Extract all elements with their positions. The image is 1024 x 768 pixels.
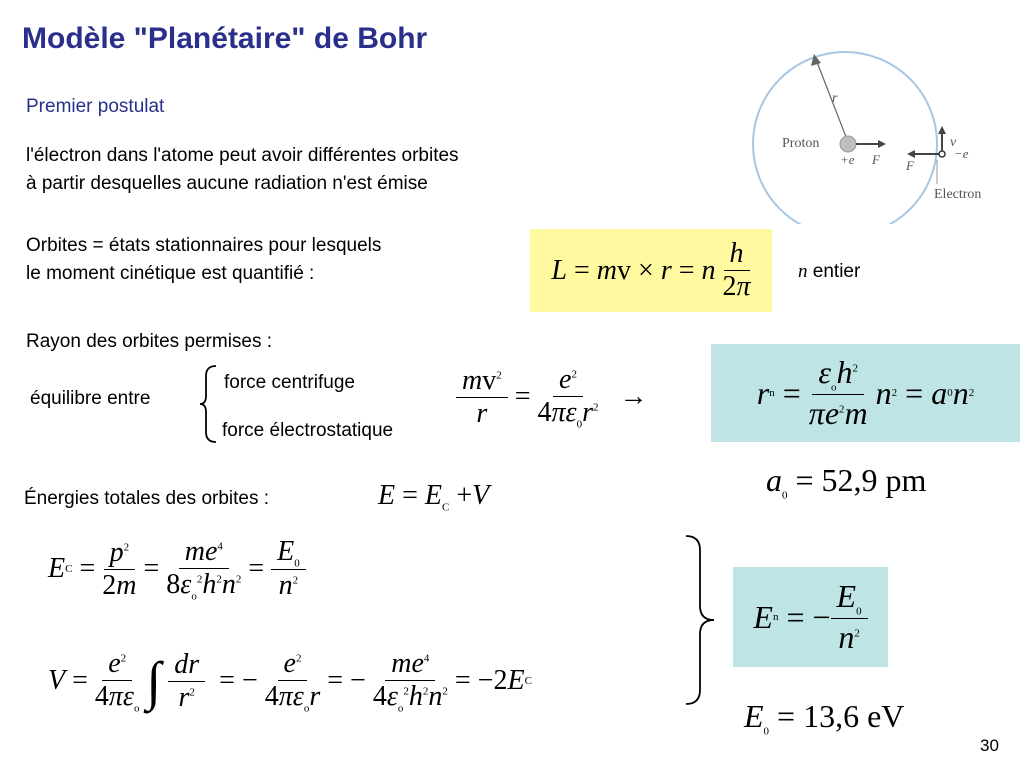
radius-heading: Rayon des orbites permises :: [26, 331, 273, 352]
orbits-text: [26, 232, 381, 288]
electron-force-label: F: [906, 158, 914, 173]
right-brace: [684, 534, 718, 706]
total-energy-equation: $E = E_C +V$: [378, 480, 490, 514]
kinetic-energy-equation: E C = $\frac{p^2}{2m}$ = $\frac{me^4}{8\varepsilon_o^2h^2n^2}$ = $\frac{E_0}{n^2}$: [48, 527, 306, 611]
angular-momentum-equation: L = m v × r = n $\frac{h}{2\pi}$: [530, 229, 772, 312]
e0-value: 13,6 eV: [803, 698, 905, 734]
electron-force-arrowhead: [907, 150, 915, 158]
subtitle-premier-postulat: Premier postulat: [26, 96, 165, 117]
proton-charge: +e: [840, 152, 855, 167]
postulate-line-2: à partir desquelles aucune radiation n'est émise: [26, 173, 428, 194]
radius-label: r: [832, 91, 838, 106]
bohr-radius-value: $a_0 = 52,9$ pm: [766, 462, 927, 502]
a0-value: 52,9 pm: [821, 462, 927, 498]
potential-energy-equation: V = $\frac{e^2}{4\pi\varepsilon_o}$ ∫ $\frac{dr}{r^2}$ = − $\frac{e^2}{4\pi\varepsilon_or}$ = − $\frac{me^4}{4\varepsilon_o^2h^2n^2}$ = −2 E C: [48, 647, 532, 715]
energy-level-equation: E n = − $\frac{E_0}{n^2}$: [733, 567, 888, 667]
energies-heading: Énergies totales des orbites :: [24, 488, 270, 509]
slide-title: Modèle "Planétaire" de Bohr: [22, 22, 428, 55]
n-variable: n: [798, 261, 808, 282]
velocity-label: v: [950, 135, 957, 150]
page-number: 30: [980, 736, 999, 755]
force-balance-equation: $\frac{mv^2}{r}$ = $\frac{e^2}{4\pi\varepsilon_0r^2}$ →: [456, 352, 648, 442]
bohr-atom-diagram: [748, 48, 1020, 224]
force-electrostatique: force électrostatique: [222, 420, 394, 441]
proton-dot: [840, 136, 856, 152]
equilibre-label: équilibre entre: [30, 388, 151, 409]
postulate-text: [26, 142, 459, 198]
left-brace: [198, 364, 220, 444]
electron-label: Electron: [934, 187, 982, 202]
force-centrifuge: force centrifuge: [224, 372, 355, 393]
entier-label: entier: [812, 261, 861, 282]
orbit-radius-equation: r n = $\frac{\varepsilon_oh^2}{\pi e^2m}$ n 2 = a 0 n 2: [711, 344, 1020, 442]
ionization-energy-value: $E_0 = 13,6$ eV: [744, 698, 905, 738]
proton-label: Proton: [782, 136, 820, 151]
electron-charge: −e: [954, 146, 969, 161]
n-entier-note: [798, 261, 860, 283]
velocity-arrowhead: [938, 126, 946, 134]
electron-dot: [939, 151, 945, 157]
proton-force-arrowhead: [878, 140, 886, 148]
orbits-line-2: le moment cinétique est quantifié :: [26, 263, 315, 284]
orbits-line-1: Orbites = états stationnaires pour lesquels: [26, 235, 382, 256]
proton-force-label: F: [872, 152, 880, 167]
postulate-line-1: l'électron dans l'atome peut avoir différentes orbites: [26, 145, 459, 166]
